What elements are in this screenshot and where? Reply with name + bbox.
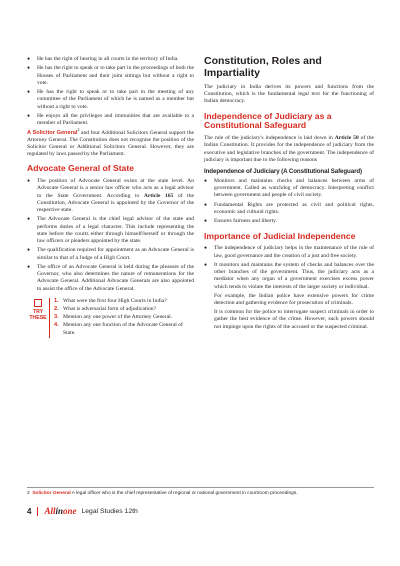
left-column bbox=[27, 56, 194, 338]
attorney-general-rights-list bbox=[27, 56, 194, 127]
list-item: ● The Advocate General is the chief legal advisor of the state and performs duties of a legal character. This include representing the state before the courts either through himself/herself or through the law officers or pleaders appointed by the state. bbox=[27, 216, 194, 245]
article-ref: Article 50 bbox=[334, 135, 359, 142]
advocate-general-list bbox=[27, 178, 194, 293]
question-item bbox=[54, 306, 194, 313]
logo-part: one bbox=[62, 506, 77, 516]
page-footer bbox=[27, 503, 138, 519]
list-item: ● He has the right to speak or to take part in the proceedings of both the Houses of Parliament and their joint sittings but without a right to vote. bbox=[27, 65, 194, 87]
right-column bbox=[204, 56, 374, 333]
question-text: Mention any one function of the Advocate General of State. bbox=[63, 322, 183, 336]
text: The rule of the judiciary's independence is laid down in bbox=[204, 135, 335, 142]
example-paragraph: For example, the Indian police have extensive powers for crime detection and gathering evidence for prosecution of criminals. bbox=[214, 292, 374, 307]
page-number: 4 bbox=[27, 507, 38, 516]
list-item: ● He enjoys all the privileges and immunities that are available to a member of Parliament. bbox=[27, 113, 194, 127]
question-number: 2. bbox=[54, 306, 59, 312]
question-text: What were the first four High Courts in India? bbox=[63, 297, 167, 304]
text: It monitors and maintains the system of checks and balances over the other branches of the government. Thus, the judiciary acts as a mediator when any organ of a government exercises excess power which tends to violate the interests of the larger society or individual. bbox=[214, 262, 374, 290]
text: of the Constitution, Advocate General is appointed by the Governor of the respective state. bbox=[37, 192, 194, 213]
footnote-text: A legal officer who is the chief representative of regional or national government in courtroom proceedings. bbox=[70, 491, 298, 496]
list-item: ● The office of an Advocate General is held during the pleasure of the Governor, who also determines the nature of remunerations for the Advocate General. Additional Advocate Generals are also appointed to assist the office of the Advocate General. bbox=[27, 264, 194, 293]
question-number: 4. bbox=[54, 322, 59, 329]
text: of the Indian Constitution. It provides for the independence of judiciary from the executive and legislative branches of the government. The independence of judiciary is important due to the following reasons bbox=[204, 135, 375, 163]
list-item: ● He has the right to speak or to take part in the meeting of any committee of the Parliament of which he is named as a member but without a right to vote. bbox=[27, 89, 194, 111]
try-these-questions bbox=[49, 298, 194, 338]
solicitor-general-term: A Solicitor General bbox=[27, 129, 78, 136]
list-item: ● The independence of judiciary helps in the maintenance of the rule of law, good governance and the creation of a just and free society. bbox=[204, 245, 374, 259]
footnote bbox=[27, 487, 374, 497]
question-text: Mention any one power of the Attorney General. bbox=[63, 314, 173, 321]
question-item bbox=[54, 314, 194, 321]
list-item: ● The qualification required for appointment as an Advocate General is similar to that of a Judge of a High Court. bbox=[27, 247, 194, 261]
logo-part: All bbox=[44, 506, 56, 516]
try-these-box bbox=[27, 298, 194, 338]
try-these-badge bbox=[27, 298, 49, 338]
list-item: ● He has the right of hearing in all courts in the territory of India. bbox=[27, 56, 194, 63]
paragraph-text: and four Additional Solicitors General support the Attorney General. The Constitution does not recognise the position of the Solicitor General or Additional Solicitors General. However, they are regulated by laws passed by the Parliament. bbox=[27, 129, 194, 158]
importance-heading: Importance of Judicial Independence bbox=[204, 230, 356, 241]
try-these-label: TRY THESE bbox=[29, 308, 47, 321]
safeguard-subheading: Independence of Judiciary (A Constitutional Safeguard) bbox=[204, 168, 363, 176]
importance-list bbox=[204, 245, 374, 330]
question-item bbox=[54, 298, 194, 305]
footnote-ref: 2 bbox=[77, 126, 80, 132]
list-item: ● Fundamental Rights are protected as civil and political rights, economic and cultural rights. bbox=[204, 202, 374, 216]
book-title: Legal Studies 12th bbox=[81, 507, 138, 515]
logo-part: in bbox=[55, 506, 63, 516]
list-item bbox=[204, 262, 374, 331]
safeguard-list bbox=[204, 178, 374, 226]
footnote-term: Solicitor General bbox=[32, 491, 71, 496]
square-icon bbox=[34, 299, 42, 307]
allinone-logo bbox=[44, 506, 76, 516]
question-item bbox=[54, 322, 194, 336]
question-number: 1. bbox=[54, 297, 59, 304]
section-title: Constitution, Roles and Impartiality bbox=[204, 55, 322, 79]
article-ref: Article 165 bbox=[143, 192, 174, 199]
advocate-general-heading: Advocate General of State bbox=[27, 163, 134, 174]
example-paragraph: It is common for the police to interrogate suspect criminals in order to gather the best evidence of the crime. However, such powers should not impinge upon the rights of the accused or the suspected criminal. bbox=[214, 309, 374, 330]
independence-heading: Independence of Judiciary as a Constitutional Safeguard bbox=[204, 110, 332, 131]
independence-paragraph bbox=[204, 135, 374, 164]
question-number: 3. bbox=[54, 314, 59, 321]
text: The position of Advocate General exists at the state level. An Advocate General is a senior law officer who acts as a legal advisor to the State Government. According to bbox=[37, 178, 194, 199]
list-item bbox=[27, 178, 194, 214]
question-text: What is adversarial form of adjudication? bbox=[63, 306, 157, 312]
intro-paragraph: The judiciary in India derives its powers and functions from the Constitution, which is the fundamental legal text for the functioning of Indian democracy. bbox=[204, 84, 374, 105]
list-item: ● Monitors and maintains checks and balances between arms of government. Called as watchdog of democracy. Interpreting conflict between government and people of civil society. bbox=[204, 178, 374, 200]
list-item: ● Ensures fairness and liberty. bbox=[204, 218, 374, 225]
solicitor-general-paragraph bbox=[27, 126, 194, 159]
footnote-number: 2 bbox=[27, 491, 30, 496]
